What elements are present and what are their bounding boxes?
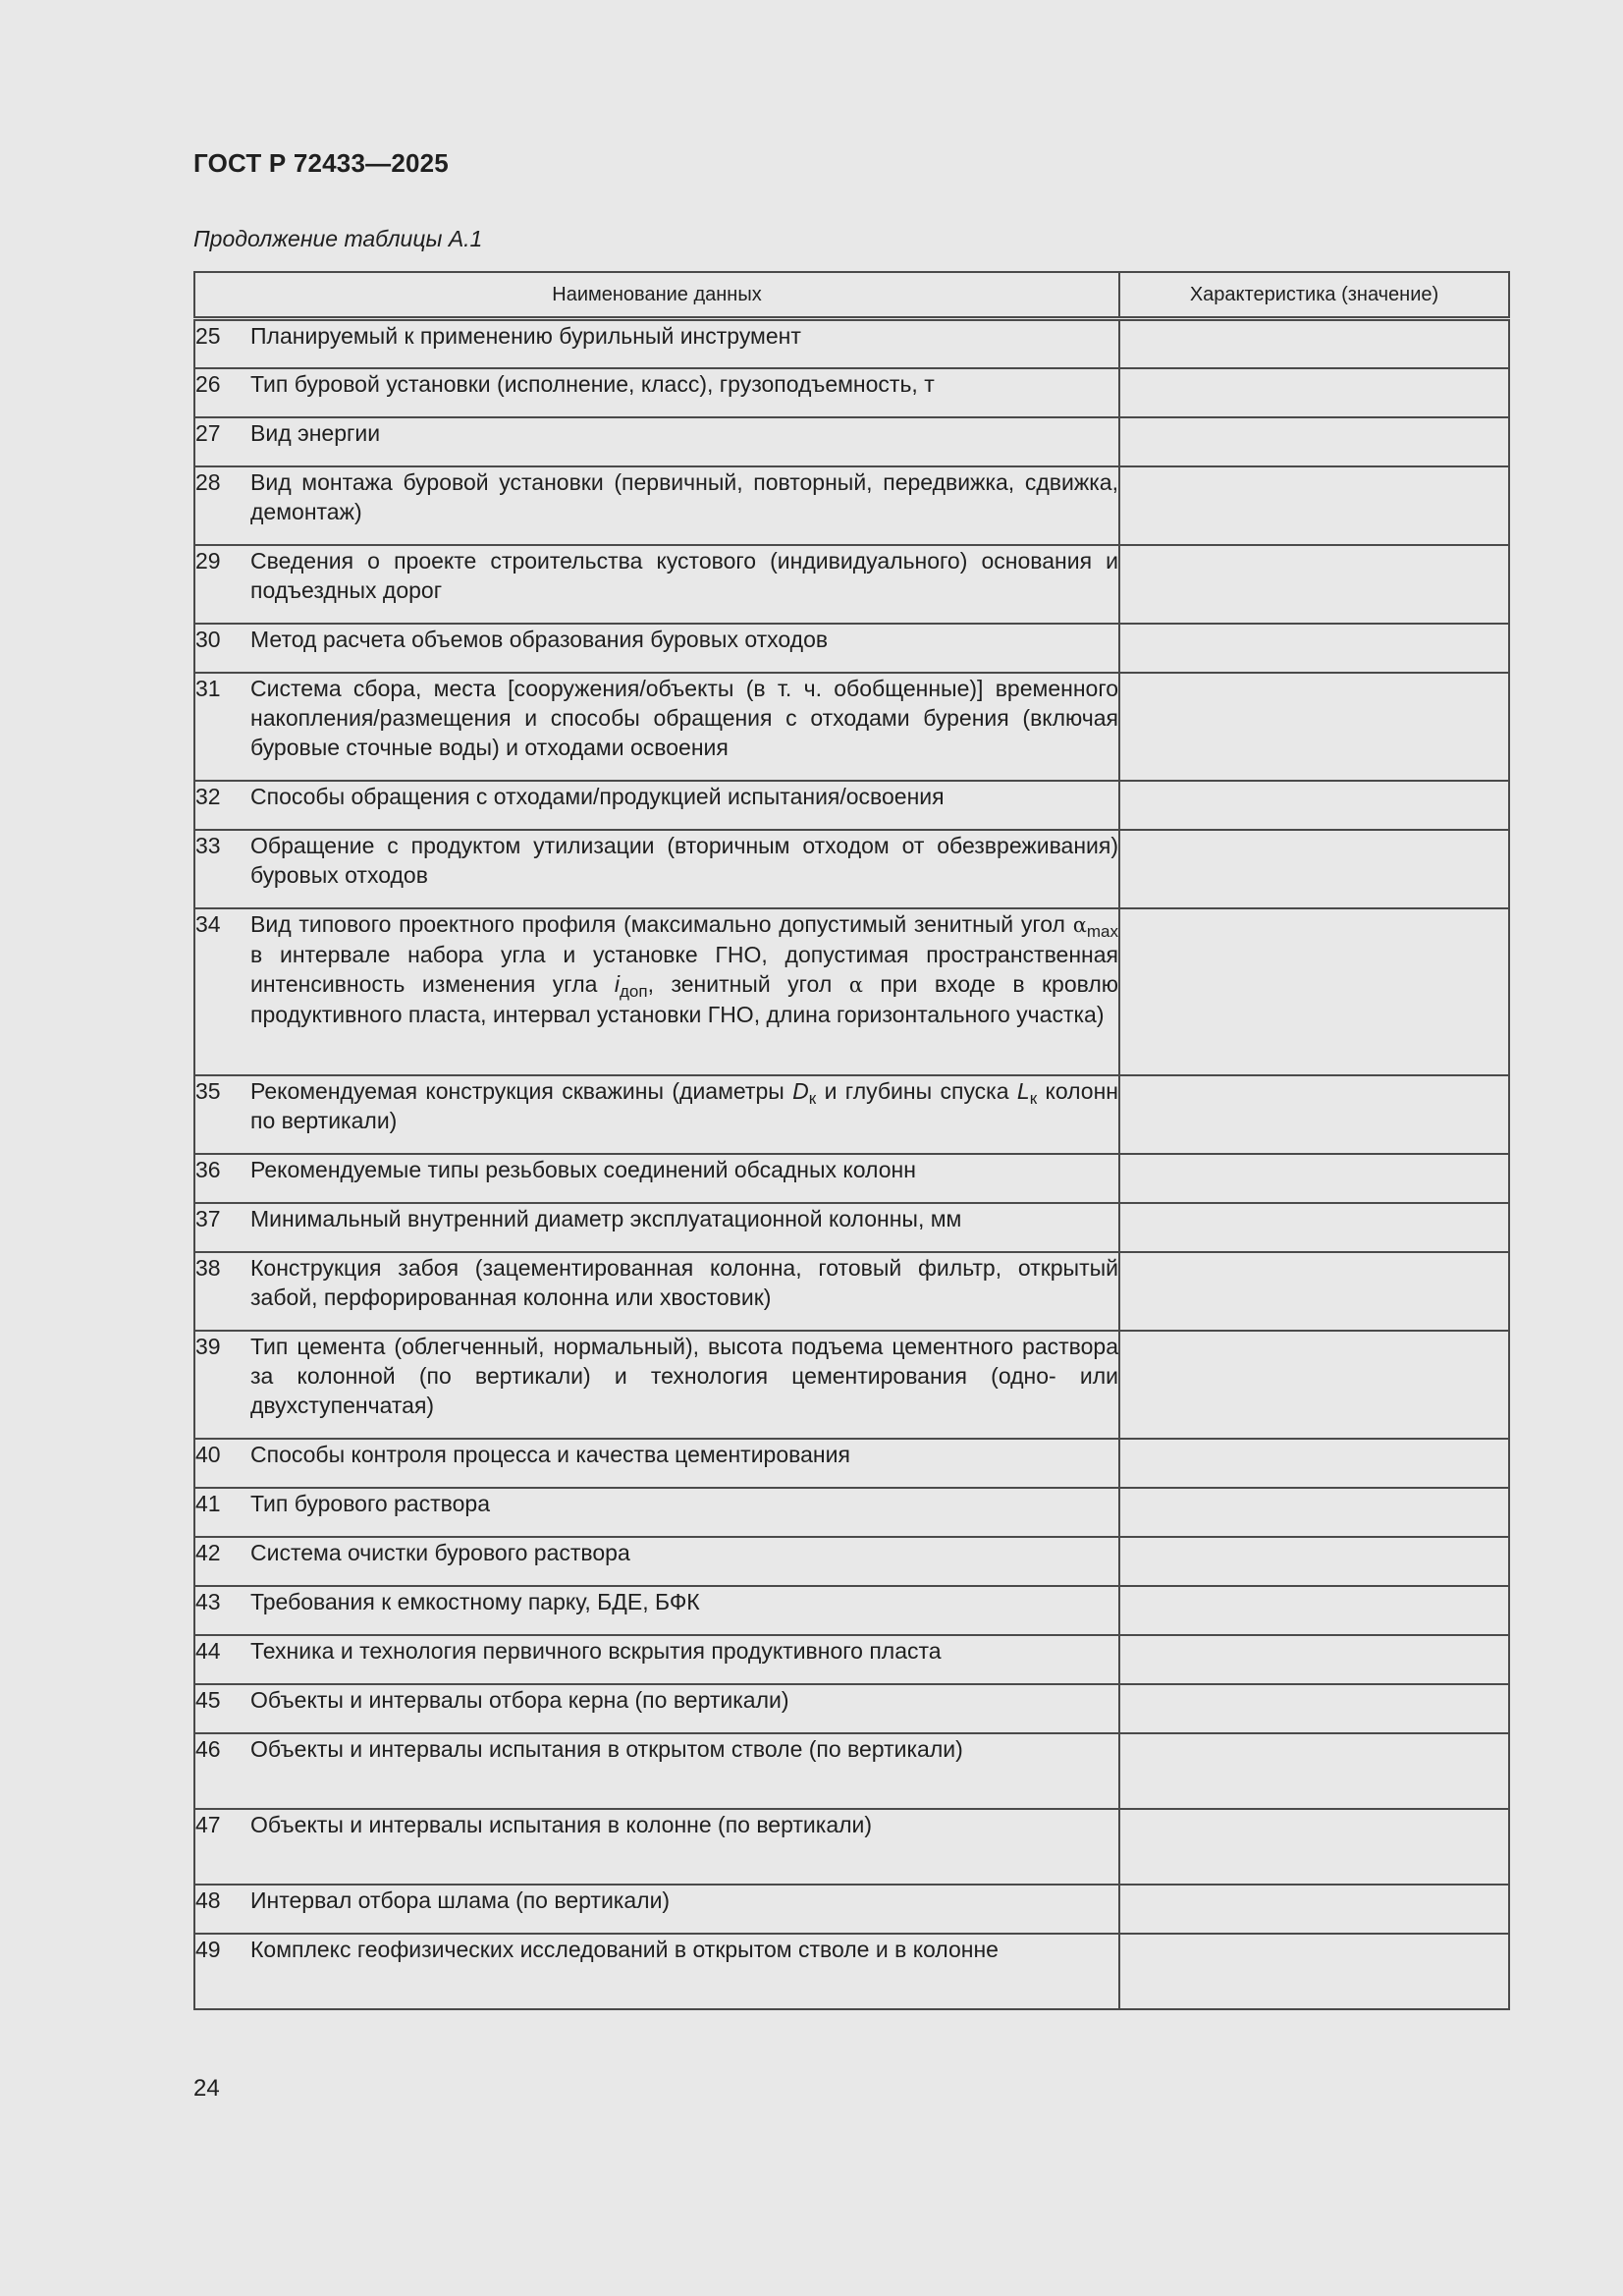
row-value-cell: [1119, 1733, 1509, 1809]
row-name-cell: [194, 1439, 1119, 1488]
row-value-cell: [1119, 1439, 1509, 1488]
row-number: 42: [195, 1539, 221, 1565]
row-name-cell: [194, 673, 1119, 781]
table-row: [194, 545, 1509, 624]
row-number: 32: [195, 783, 221, 809]
row-number: 48: [195, 1886, 221, 1913]
row-name-cell: [194, 1203, 1119, 1252]
table-row: [194, 1934, 1509, 2009]
symbol-i: i: [614, 970, 620, 997]
row-name-cell: [194, 545, 1119, 624]
table-row: [194, 624, 1509, 673]
column-header-name: Наименование данных: [194, 272, 1119, 319]
row-name-cell: [194, 1488, 1119, 1537]
row-number: 33: [195, 832, 221, 858]
row-number: 47: [195, 1811, 221, 1837]
data-table: [193, 271, 1510, 2010]
row-name-cell: [194, 1154, 1119, 1203]
table-row: [194, 830, 1509, 908]
row-value-cell: [1119, 417, 1509, 466]
table-row: [194, 1885, 1509, 1934]
row-number: 26: [195, 370, 221, 397]
document-code: ГОСТ Р 72433—2025: [193, 148, 449, 178]
table-row: [194, 368, 1509, 417]
row-value-cell: [1119, 1684, 1509, 1733]
row-text: Вид типового проектного профиля (максимально допустимый зенитный угол $\alpha_{max}$ в интервале набора угла и установке ГНО, допустимая пространственная интенсивность изменения угла $i_{доп}$, зенитный угол α при входе в кровлю продуктивного пласта, интервал установки ГНО, длина горизонтального участка): [250, 910, 1119, 1027]
row-name-cell: [194, 417, 1119, 466]
row-name-cell: [194, 781, 1119, 830]
row-number: 40: [195, 1441, 221, 1467]
table-row: [194, 1154, 1509, 1203]
row-name-cell: [194, 1252, 1119, 1331]
row-number: 37: [195, 1205, 221, 1231]
table-row: [194, 1809, 1509, 1885]
row-number: 46: [195, 1735, 221, 1762]
table-row: [194, 417, 1509, 466]
row-name-cell: [194, 319, 1119, 368]
row-text: Конструкция забоя (зацементированная колонна, готовый фильтр, открытый забой, перфорированная колонна или хвостовик): [250, 1254, 1118, 1310]
table-row: [194, 1635, 1509, 1684]
row-value-cell: [1119, 1885, 1509, 1934]
row-name-cell: [194, 1586, 1119, 1635]
table-row: [194, 1331, 1509, 1439]
row-number: 34: [195, 910, 221, 937]
table-row: [194, 1488, 1509, 1537]
subscript-max: max: [1086, 921, 1118, 941]
row-number: 28: [195, 468, 221, 495]
table-row: [194, 781, 1509, 830]
alpha-symbol: α: [848, 972, 863, 997]
row-value-cell: [1119, 368, 1509, 417]
row-text: Вид монтажа буровой установки (первичный, повторный, передвижка, сдвижка, демонтаж): [250, 468, 1118, 524]
row-name-cell: [194, 1684, 1119, 1733]
row-value-cell: [1119, 830, 1509, 908]
row-name-cell: [194, 624, 1119, 673]
row-text: Требования к емкостному парку, БДЕ, БФК: [250, 1588, 700, 1614]
row-value-cell: [1119, 1203, 1509, 1252]
row-text: Планируемый к применению бурильный инструмент: [250, 323, 801, 349]
table-row: [194, 319, 1509, 368]
row-number: 35: [195, 1077, 221, 1104]
row-name-cell: [194, 1075, 1119, 1154]
row-text: Техника и технология первичного вскрытия продуктивного пласта: [250, 1637, 942, 1664]
table-row: [194, 673, 1509, 781]
symbol-D: D: [792, 1077, 809, 1104]
row-value-cell: [1119, 1075, 1509, 1154]
row-name-cell: [194, 908, 1119, 1075]
row-value-cell: [1119, 1331, 1509, 1439]
row-name-cell: [194, 368, 1119, 417]
row-text: Обращение с продуктом утилизации (вторичным отходом от обезвреживания) буровых отходов: [250, 832, 1118, 888]
row-value-cell: [1119, 1934, 1509, 2009]
row-value-cell: [1119, 545, 1509, 624]
table-row: [194, 1586, 1509, 1635]
row-text: Способы контроля процесса и качества цементирования: [250, 1441, 850, 1467]
row-number: 31: [195, 675, 221, 701]
row-value-cell: [1119, 781, 1509, 830]
row-value-cell: [1119, 1586, 1509, 1635]
row-text: Способы обращения с отходами/продукцией испытания/освоения: [250, 783, 945, 809]
row-value-cell: [1119, 1488, 1509, 1537]
table-caption: Продолжение таблицы А.1: [193, 226, 483, 251]
row-text: Рекомендуемая конструкция скважины (диаметры $D_к$ и глубины спуска $L_к$ колонн по вертикали): [250, 1077, 1119, 1133]
row-name-cell: [194, 1934, 1119, 2009]
row-number: 43: [195, 1588, 221, 1614]
column-header-value: Характеристика (значение): [1119, 272, 1509, 319]
row-name-cell: [194, 1331, 1119, 1439]
row-number: 36: [195, 1156, 221, 1182]
row-name-cell: [194, 466, 1119, 545]
row-name-cell: [194, 1537, 1119, 1586]
row-value-cell: [1119, 1635, 1509, 1684]
row-text: Система очистки бурового раствора: [250, 1539, 630, 1565]
row-value-cell: [1119, 466, 1509, 545]
row-number: 27: [195, 419, 221, 446]
table-header-row: [194, 272, 1509, 319]
table-row: [194, 1733, 1509, 1809]
row-name-cell: [194, 1885, 1119, 1934]
row-name-cell: [194, 1809, 1119, 1885]
row-number: 44: [195, 1637, 221, 1664]
row-name-cell: [194, 1733, 1119, 1809]
subscript-k: к: [808, 1088, 817, 1108]
table-row: [194, 908, 1509, 1075]
row-text: Система сбора, места [сооружения/объекты (в т. ч. обобщенные)] временного накопления/размещения и способы обращения с отходами бурения (включая буровые сточные воды) и отходами освоения: [250, 675, 1118, 760]
row-value-cell: [1119, 1252, 1509, 1331]
row-text: Тип буровой установки (исполнение, класс), грузоподъемность, т: [250, 370, 935, 397]
row-name-cell: [194, 830, 1119, 908]
row-value-cell: [1119, 319, 1509, 368]
row-text: Рекомендуемые типы резьбовых соединений обсадных колонн: [250, 1156, 916, 1182]
row-number: 30: [195, 626, 221, 652]
row-value-cell: [1119, 673, 1509, 781]
table-row: [194, 1252, 1509, 1331]
row-text: Тип бурового раствора: [250, 1490, 490, 1516]
row-value-cell: [1119, 1809, 1509, 1885]
row-value-cell: [1119, 908, 1509, 1075]
row-text: Минимальный внутренний диаметр эксплуатационной колонны, мм: [250, 1205, 962, 1231]
row-value-cell: [1119, 624, 1509, 673]
alpha-symbol: α: [1072, 912, 1087, 937]
row-value-cell: [1119, 1537, 1509, 1586]
table-row: [194, 1537, 1509, 1586]
row-text: Сведения о проекте строительства кустового (индивидуального) основания и подъездных дорог: [250, 547, 1118, 603]
table-row: [194, 1439, 1509, 1488]
table-row: [194, 1203, 1509, 1252]
row-number: 49: [195, 1936, 221, 1962]
table-row: [194, 466, 1509, 545]
row-text: Метод расчета объемов образования буровых отходов: [250, 626, 829, 652]
row-text: Комплекс геофизических исследований в открытом стволе и в колонне: [250, 1936, 999, 1962]
page-number: 24: [193, 2075, 220, 2102]
row-number: 39: [195, 1333, 221, 1359]
row-text: Тип цемента (облегченный, нормальный), высота подъема цементного раствора за колонной (по вертикали) и технология цементирования (одно- или двухступенчатая): [250, 1333, 1118, 1418]
row-text: Вид энергии: [250, 419, 381, 446]
table-row: [194, 1684, 1509, 1733]
subscript-k: к: [1029, 1088, 1038, 1108]
table-row: [194, 1075, 1509, 1154]
subscript-dop: доп: [620, 981, 648, 1001]
row-number: 38: [195, 1254, 221, 1281]
row-text: Объекты и интервалы отбора керна (по вертикали): [250, 1686, 789, 1713]
row-name-cell: [194, 1635, 1119, 1684]
row-number: 25: [195, 323, 221, 349]
row-number: 41: [195, 1490, 221, 1516]
row-text: Объекты и интервалы испытания в открытом стволе (по вертикали): [250, 1735, 963, 1762]
row-number: 45: [195, 1686, 221, 1713]
symbol-L: L: [1016, 1077, 1030, 1104]
row-text: Интервал отбора шлама (по вертикали): [250, 1886, 671, 1913]
row-number: 29: [195, 547, 221, 574]
row-text: Объекты и интервалы испытания в колонне (по вертикали): [250, 1811, 873, 1837]
row-value-cell: [1119, 1154, 1509, 1203]
